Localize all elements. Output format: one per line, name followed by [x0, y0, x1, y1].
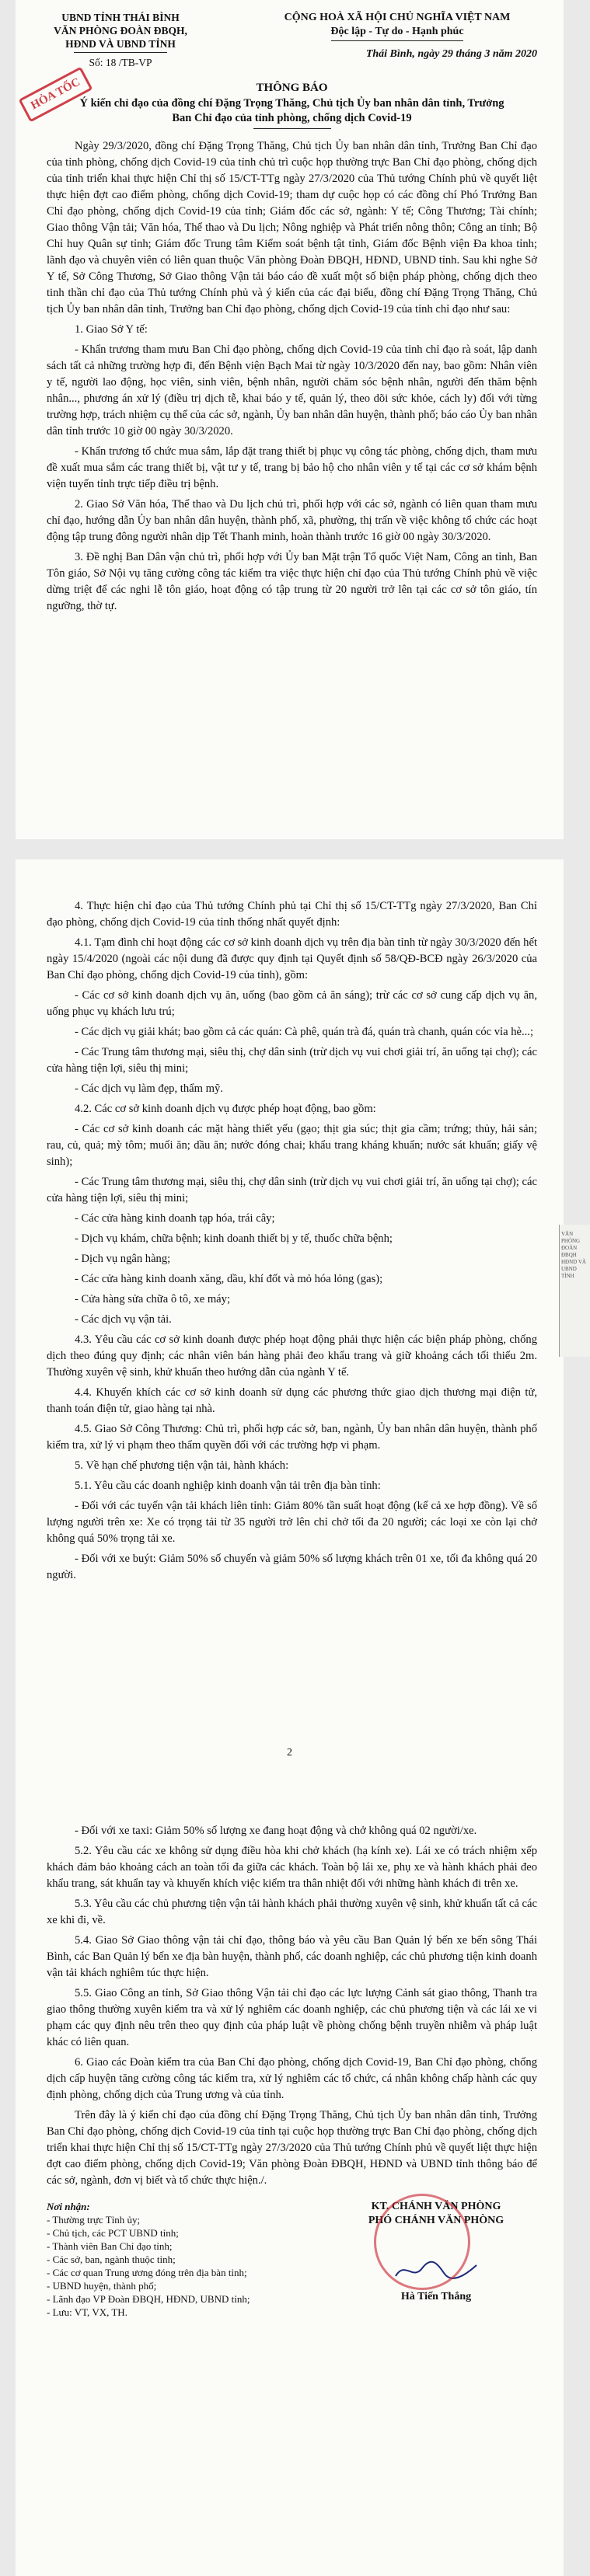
paragraph: 6. Giao các Đoàn kiểm tra của Ban Chỉ đạo phòng, chống dịch Covid-19, Ban Chỉ đạo phòng, chống dịch cấp huyện tăng cường công tác kiểm tra, xử lý nghiêm các tổ chức, cá nhân không chấp hành các quy định phòng, chống dịch của Trung ương và của tỉnh.	[47, 2056, 537, 2101]
paragraph: - Dịch vụ khám, chữa bệnh; kinh doanh thiết bị y tế, thuốc chữa bệnh;	[75, 1232, 393, 1245]
recipient-item: - Các cơ quan Trung ương đóng trên địa bàn tỉnh;	[47, 2267, 247, 2278]
paragraph: 5.2. Yêu cầu các xe không sử dụng điều hòa khi chở khách (hạ kính xe). Lái xe có trách nhiệm xếp khách đảm bảo khoảng cách an toàn tối đa giữa các khách. Toàn bộ lái xe, phụ xe và hành khách phải đeo khẩu trang, sát khuẩn tay và khuyến khích việc kiểm tra thân nhiệt đối với những hành khách đi trên xe.	[47, 1845, 537, 1890]
paragraph: - Các dịch vụ vận tải.	[75, 1313, 172, 1326]
paragraph: 5.5. Giao Công an tỉnh, Sở Giao thông Vận tải chỉ đạo các lực lượng Cảnh sát giao thông, Thanh tra giao thông thường xuyên kiểm tra và xử lý nghiêm các doanh nghiệp, các chủ phương tiện và các lái xe vi phạm các quy định nêu trên theo quy định của pháp luật về phòng chống bệnh truyền nhiễm và pháp luật khác có liên quan.	[47, 1987, 537, 2048]
paragraph: - Các Trung tâm thương mại, siêu thị, chợ dân sinh (trừ dịch vụ vui chơi giải trí, ăn uống tại chợ); các cửa hàng tiện lợi, siêu thị mini;	[47, 1046, 537, 1075]
paragraph: 4.4. Khuyến khích các cơ sở kinh doanh sử dụng các phương thức giao dịch thương mại điện tử, thanh toán điện tử, giao hàng tại nhà.	[47, 1386, 537, 1415]
paragraph: - Các dịch vụ giải khát; bao gồm cả các quán: Cà phê, quán trà đá, quán trà chanh, quán cóc vỉa hè...;	[75, 1026, 534, 1038]
paragraph: 4.1. Tạm đình chỉ hoạt động các cơ sở kinh doanh dịch vụ trên địa bàn tỉnh từ ngày 30/3/2020 đến hết ngày 15/4/2020 (ngoài các nội dung đã được quy định tại Quyết định số 58/QĐ-BCĐ ngày 26/3/2020 của Ban Chỉ đạo phòng, chống dịch Covid-19 của tỉnh), gồm:	[47, 936, 537, 981]
paragraph: - Dịch vụ ngân hàng;	[75, 1253, 171, 1265]
side-clipping: VĂN PHÒNG ĐOÀN ĐBQH HĐND VÀ UBND TỈNH	[559, 1225, 590, 1357]
paragraph: Ngày 29/3/2020, đồng chí Đặng Trọng Thăng, Chủ tịch Ủy ban nhân dân tỉnh, Trưởng Ban Chỉ đạo của tỉnh phòng, chống dịch Covid-19 của tỉnh chủ trì cuộc họp thường trực Ban Chỉ đạo phòng, chống dịch của tỉnh triển khai thực hiện Chỉ thị số 15/CT-TTg ngày 27/3/2020 của Thủ tướng Chính phủ về quyết liệt thực hiện đợt cao điểm phòng, chống dịch Covid-19; tham dự cuộc họp có các đồng chí Phó Trưởng Ban Chỉ đạo phòng, chống dịch Covid-19 của tỉnh; Giám đốc các sở, ngành: Y tế; Công Thương; Tài chính; Giao thông Vận tải; Văn hóa, Thể thao và Du lịch; Nông nghiệp và Phát triển nông thôn; Công an tỉnh; Bộ Chỉ huy Quân sự tỉnh; Giám đốc Trung tâm Kiểm soát bệnh tật tỉnh, Giám đốc Bệnh viện Đa khoa tỉnh; lãnh đạo và chuyên viên có liên quan thuộc Văn phòng Đoàn ĐBQH, HĐND, UBND tỉnh. Sau khi nghe Sở Y tế, Sở Công Thương, Sở Giao thông Vận tải báo cáo đề xuất một số biện pháp phòng, chống dịch theo tinh thần chỉ đạo của Thủ tướng Chính phủ và ý kiến của các đại biểu, đồng chí Đặng Trọng Thăng, Chủ tịch Ủy ban nhân dân tỉnh, Trưởng ban Chỉ đạo phòng, chống dịch Covid-19 của tỉnh chỉ đạo như sau:	[47, 140, 537, 315]
paragraph: 2. Giao Sở Văn hóa, Thể thao và Du lịch chủ trì, phối hợp với các sở, ngành có liên quan tham mưu chỉ đạo, hướng dẫn Ủy ban nhân dân huyện, thành phố, xã, phường, thị trấn về việc không tổ chức các hoạt động tập trung đông người nhân dịp Tết Thanh minh, hoàn thành trước 16 giờ 00 ngày 30/3/2020.	[47, 498, 537, 543]
paragraph: 5. Về hạn chế phương tiện vận tải, hành khách:	[75, 1459, 289, 1472]
official-seal	[374, 2194, 470, 2290]
recipient-item: - Thường trực Tỉnh ủy;	[47, 2214, 141, 2226]
paragraph: 4. Thực hiện chỉ đạo của Thủ tướng Chính phủ tại Chỉ thị số 15/CT-TTg ngày 27/3/2020, Ban Chỉ đạo phòng, chống dịch Covid-19 của tỉnh thống nhất quyết định:	[47, 900, 537, 929]
paragraph: - Các cửa hàng kinh doanh tạp hóa, trái cây;	[75, 1212, 275, 1225]
paragraph: 5.3. Yêu cầu các chủ phương tiện vận tải hành khách phải thường xuyên vệ sinh, khử khuẩn tất cả các xe khi đi, về.	[47, 1898, 537, 1926]
paragraph: - Cửa hàng sửa chữa ô tô, xe máy;	[75, 1293, 231, 1305]
document-header	[47, 11, 537, 69]
paragraph: 4.2. Các cơ sở kinh doanh dịch vụ được phép hoạt động, bao gồm:	[75, 1103, 376, 1115]
document-number: Số: 18 /TB-VP	[89, 57, 152, 68]
paragraph: 4.3. Yêu cầu các cơ sở kinh doanh được phép hoạt động phải thực hiện các biện pháp phòng, chống dịch theo đúng quy định; các nhân viên bán hàng phải đeo khẩu trang và giữ khoảng cách tối thiểu 2m. Thường xuyên vệ sinh, khử khuẩn theo hướng dẫn của ngành Y tế.	[47, 1333, 537, 1379]
document-page-3	[16, 1776, 564, 2576]
document-footer	[47, 2200, 537, 2319]
document-subtitle: Ý kiến chỉ đạo của đồng chí Đặng Trọng Thăng, Chủ tịch Ủy ban nhân dân tỉnh, Trưởng Ban Chỉ đạo của tỉnh phòng, chống dịch Covid-19	[79, 97, 504, 124]
document-page-2	[16, 859, 586, 1776]
paragraph: 4.5. Giao Sở Công Thương: Chủ trì, phối hợp các sở, ban, ngành, Ủy ban nhân dân huyện, thành phố kiểm tra, xử lý vi phạm theo thẩm quyền đối với các trường hợp vi phạm.	[47, 1423, 537, 1452]
paragraph: - Các dịch vụ làm đẹp, thẩm mỹ.	[75, 1082, 223, 1095]
recipient-item: - Chủ tịch, các PCT UBND tỉnh;	[47, 2227, 179, 2239]
signer-name: Hà Tiến Thắng	[400, 2291, 472, 2302]
paragraph: - Khẩn trương tổ chức mua sắm, lắp đặt trang thiết bị phục vụ công tác phòng, chống dịch, tham mưu đề xuất mua sắm các trang thiết bị, vật tư y tế, trang bị bảo hộ cho nhân viên y tế tại các cơ sở khám bệnh viện tuyến tỉnh trực tiếp điều trị bệnh.	[47, 445, 537, 490]
paragraph: - Đối với các tuyến vận tải khách liên tỉnh: Giảm 80% tần suất hoạt động (kể cả xe hợp đồng). Về số lượng người trên xe: Xe có trọng tải từ 35 người trở lên chỉ chở tối đa 20 người; các loại xe còn lại chở không quá 50% trọng tải xe.	[47, 1500, 537, 1545]
paragraph: 3. Đề nghị Ban Dân vận chủ trì, phối hợp với Ủy ban Mặt trận Tổ quốc Việt Nam, Công an tỉnh, Ban Tôn giáo, Sở Nội vụ tăng cường công tác kiểm tra việc thực hiện chỉ đạo của Thủ tướng Chính phủ về việc dừng triệt để các nghi lễ tôn giáo, hoạt động có tập trung từ 20 người trở lên tại các cơ sở tôn giáo, tín ngưỡng, thờ tự.	[47, 551, 537, 612]
recipient-item: - UBND huyện, thành phố;	[47, 2280, 157, 2292]
paragraph: 1. Giao Sở Y tế:	[75, 323, 148, 336]
issuing-agency: UBND TỈNH THÁI BÌNH VĂN PHÒNG ĐOÀN ĐBQH, HĐND VÀ UBND TỈNH Số: 18 /TB-VP	[47, 11, 194, 69]
national-motto: CỘNG HOÀ XÃ HỘI CHỦ NGHĨA VIỆT NAM Độc lập - Tự do - Hạnh phúc Thái Bình, ngày 29 tháng 3 năm 2020	[257, 11, 537, 69]
paragraph: - Các cửa hàng kinh doanh xăng, dầu, khí đốt và mỏ hóa lỏng (gas);	[75, 1273, 383, 1285]
signature-block: KT. CHÁNH VĂN PHÒNG PHÓ CHÁNH VĂN PHÒNG Hà Tiến Thắng	[335, 2200, 537, 2319]
page-number: 2	[287, 1747, 292, 1759]
paragraph: - Khẩn trương tham mưu Ban Chỉ đạo phòng, chống dịch Covid-19 của tỉnh chỉ đạo rà soát, lập danh sách tất cả những trường hợp đi, đến Bệnh viện Bạch Mai từ ngày 10/3/2020 đến nay, bao gồm: Nhân viên y tế, người lao động, học viên, sinh viên, bệnh nhân, người chăm sóc bệnh nhân, người đến thăm bệnh nhân..., phương án xử lý (điều trị dịch tễ, khai báo y tế, quản lý, theo dõi sức khỏe, cách ly) đối với từng trường hợp, trách nhiệm cụ thể của các sở, ngành, Ủy ban nhân dân huyện, thành phố; báo cáo Ủy ban nhân dân tỉnh trước 10 giờ 00 ngày 30/3/2020.	[47, 343, 537, 437]
paragraph: - Các cơ sở kinh doanh dịch vụ ăn, uống (bao gồm cả ăn sáng); trừ các cơ sở cung cấp dịch vụ ăn, uống phục vụ khách lưu trú;	[47, 989, 537, 1018]
paragraph: 5.4. Giao Sở Giao thông vận tải chỉ đạo, thông báo và yêu cầu Ban Quản lý bến xe bến sông Thái Bình, các Ban Quản lý bến xe địa bàn huyện, thành phố, các doanh nghiệp, các chủ phương tiện kinh doanh vận tải khách nghiêm túc thực hiện.	[47, 1934, 537, 1979]
document-title: THÔNG BÁO	[256, 82, 328, 94]
urgent-stamp: HỎA TỐC	[19, 66, 93, 122]
recipient-item: - Các sở, ban, ngành thuộc tỉnh;	[47, 2254, 176, 2265]
document-date: Thái Bình, ngày 29 tháng 3 năm 2020	[365, 48, 537, 60]
paragraph: - Đối với xe buýt: Giảm 50% số chuyến và giảm 50% số lượng khách trên 01 xe, tối đa không quá 20 người.	[47, 1553, 537, 1581]
page-3-body	[47, 1823, 537, 2189]
paragraph: - Các Trung tâm thương mại, siêu thị, chợ dân sinh (trừ dịch vụ vui chơi giải trí, ăn uống tại chợ); các cửa hàng tiện lợi, siêu thị mini;	[47, 1176, 537, 1204]
paragraph: - Các cơ sở kinh doanh các mặt hàng thiết yếu (gạo; thịt gia súc; thịt gia cầm; trứng; thủy, hải sản; rau, củ, quả; mỳ tôm; muối ăn; dầu ăn; nước đóng chai; khẩu trang kháng khuẩn; nước sát khuẩn; giấy vệ sinh);	[47, 1123, 537, 1168]
paragraph: 5.1. Yêu cầu các doanh nghiệp kinh doanh vận tải trên địa bàn tỉnh:	[75, 1480, 381, 1492]
page-2-body	[47, 898, 537, 1584]
document-page-1	[16, 0, 564, 839]
recipient-item: - Thành viên Ban Chỉ đạo tỉnh;	[47, 2240, 173, 2252]
paragraph: Trên đây là ý kiến chỉ đạo của đồng chí Đặng Trọng Thăng, Chủ tịch Ủy ban nhân dân tỉnh, Trưởng Ban Chỉ đạo phòng, chống dịch Covid-19 của tỉnh tại cuộc họp thường trực Ban Chỉ đạo phòng, chống dịch triển khai thực hiện Chỉ thị số 15/CT-TTg ngày 27/3/2020 của Thủ tướng Chính phủ về quyết liệt thực hiện đợt cao điểm phòng, chống dịch Covid-19; Văn phòng Đoàn ĐBQH, HĐND và UBND tỉnh thông báo để các sở, ngành, đơn vị biết và tổ chức thực hiện./.	[47, 2109, 537, 2187]
recipient-item: - Lưu: VT, VX, TH.	[47, 2306, 127, 2318]
recipient-item: - Lãnh đạo VP Đoàn ĐBQH, HĐND, UBND tỉnh;	[47, 2293, 250, 2305]
recipients-list: Nơi nhận: - Thường trực Tỉnh ủy; - Chủ tịch, các PCT UBND tỉnh; - Thành viên Ban Chỉ đạo tỉnh; - Các sở, ban, ngành thuộc tỉnh; - Các cơ quan Trung ương đóng trên địa bàn tỉnh; - UBND huyện, thành phố; - Lãnh đạo VP Đoàn ĐBQH, HĐND, UBND tỉnh; - Lưu: VT, VX, TH.	[47, 2200, 280, 2319]
page-1-body	[47, 138, 537, 615]
paragraph: - Đối với xe taxi: Giảm 50% số lượng xe đang hoạt động và chở không quá 02 người/xe.	[75, 1825, 477, 1837]
